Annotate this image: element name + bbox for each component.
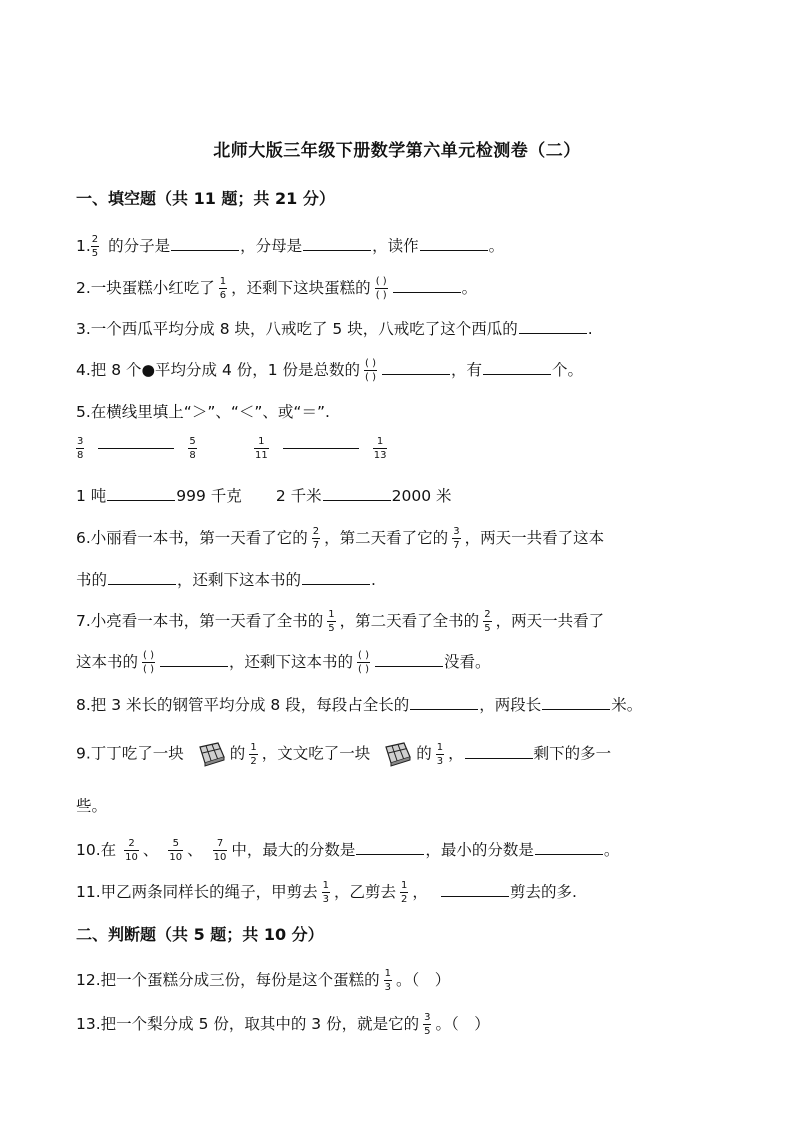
answer-blank[interactable] <box>542 694 610 710</box>
answer-blank[interactable] <box>519 318 587 334</box>
fraction: $\frac{1}{13}$ <box>373 436 387 461</box>
section-fill-blank-heading: 一、填空题（共 11 题；共 21 分） <box>76 189 335 208</box>
question-6: 6.小丽看一本书，第一天看了它的 $\frac{2}{7}$ ，第二天看了它的 $\frac{3}{7}$ ，两天一共看了这本 <box>76 526 605 551</box>
fraction: $\frac{7}{10}$ <box>213 838 227 863</box>
chocolate-bar-icon <box>196 741 226 767</box>
chocolate-bar-icon <box>382 741 412 767</box>
fraction: $\frac{2}{7}$ <box>312 526 320 551</box>
compare-row-units: 1 吨 999 千克 2 千米 2000 米 <box>76 487 452 505</box>
fraction: $\frac{1}{2}$ <box>250 741 257 767</box>
answer-blank[interactable] <box>483 359 551 375</box>
answer-blank[interactable] <box>465 743 533 759</box>
answer-blank[interactable] <box>375 651 443 667</box>
question-3: 3.一个西瓜平均分成 8 块，八戒吃了 5 块，八戒吃了这个西瓜的 . <box>76 320 593 338</box>
question-11: 11.甲乙两条同样长的绳子，甲剪去 $\frac{1}{3}$ ，乙剪去 $\frac{1}{2}$ ， 剪去的多. <box>76 880 577 905</box>
answer-blank[interactable] <box>171 235 239 251</box>
fraction: $\frac{5}{10}$ <box>169 838 183 863</box>
judge-answer-box[interactable]: 。（ ） <box>435 1015 490 1033</box>
answer-blank[interactable] <box>303 235 371 251</box>
fraction-placeholder[interactable]: $\frac{( )}{( )}$ <box>375 276 387 301</box>
compare-row-1 <box>76 436 201 461</box>
fraction: $\frac{1}{3}$ <box>322 880 330 905</box>
answer-blank[interactable] <box>535 839 603 855</box>
compare-blank[interactable] <box>283 448 359 449</box>
fraction: $\frac{1}{2}$ <box>401 880 408 905</box>
section-true-false-heading: 二、判断题（共 5 题；共 10 分） <box>76 925 324 944</box>
fraction: $\frac{3}{8}$ <box>77 436 84 461</box>
fraction: $\frac{2}{5}$ <box>91 234 99 259</box>
question-4: 4.把 8 个●平均分成 4 份，1 份是总数的 $\frac{( )}{( )}$ ，有 个。 <box>76 358 584 383</box>
question-1: 1. $\frac{2}{5}$ 的分子是 ，分母是 ，读作 。 <box>76 234 505 259</box>
fraction: $\frac{3}{5}$ <box>424 1012 431 1037</box>
fraction: $\frac{2}{10}$ <box>125 838 138 863</box>
question-9: 9.丁丁吃了一块 的 $\frac{1}{2}$ ，文文吃了一块 的 $\frac{1}{3}$ ， 剩下的多一 <box>76 741 612 767</box>
fraction: $\frac{1}{3}$ <box>384 968 392 993</box>
compare-blank[interactable] <box>323 485 391 501</box>
question-9-cont: 些。 <box>76 797 108 815</box>
fraction: $\frac{2}{5}$ <box>484 609 491 634</box>
compare-row-2 <box>250 436 391 461</box>
judge-answer-box[interactable]: 。（ ） <box>396 971 451 989</box>
page-title: 北师大版三年级下册数学第六单元检测卷（二） <box>213 141 581 161</box>
question-5: 5.在横线里填上“＞”、“＜”、或“＝”. <box>76 403 330 421</box>
question-7: 7.小亮看一本书，第一天看了全书的 $\frac{1}{5}$ ，第二天看了全书的 $\frac{2}{5}$ ，两天一共看了 <box>76 609 605 634</box>
answer-blank[interactable] <box>108 569 176 585</box>
answer-blank[interactable] <box>393 277 461 293</box>
question-12: 12.把一个蛋糕分成三份，每份是这个蛋糕的 $\frac{1}{3}$ 。（ ） <box>76 968 451 993</box>
fraction-placeholder[interactable]: $\frac{( )}{( )}$ <box>358 650 369 675</box>
compare-blank[interactable] <box>107 485 175 501</box>
fraction: $\frac{5}{8}$ <box>189 436 196 461</box>
answer-blank[interactable] <box>410 694 478 710</box>
question-13: 13.把一个梨分成 5 份，取其中的 3 份，就是它的 $\frac{3}{5}$ 。（ ） <box>76 1012 490 1037</box>
question-2: 2.一块蛋糕小红吃了 $\frac{1}{6}$ ，还剩下这块蛋糕的 $\frac{( )}{( )}$ 。 <box>76 276 478 301</box>
answer-blank[interactable] <box>420 235 488 251</box>
fraction: $\frac{1}{6}$ <box>219 276 227 301</box>
answer-blank[interactable] <box>160 651 228 667</box>
fraction: $\frac{1}{11}$ <box>255 436 268 461</box>
fraction: $\frac{1}{3}$ <box>436 741 444 767</box>
fraction-placeholder[interactable]: $\frac{( )}{( )}$ <box>143 650 154 675</box>
question-10: 10.在 $\frac{2}{10}$ 、 $\frac{5}{10}$ 、 $\frac{7}{10}$ 中，最大的分数是 ，最小的分数是 。 <box>76 838 620 863</box>
fraction: $\frac{3}{7}$ <box>453 526 460 551</box>
answer-blank[interactable] <box>441 881 509 897</box>
fraction-placeholder[interactable]: $\frac{( )}{( )}$ <box>365 358 377 383</box>
answer-blank[interactable] <box>382 359 450 375</box>
fraction: $\frac{1}{5}$ <box>328 609 335 634</box>
answer-blank[interactable] <box>302 569 370 585</box>
question-8: 8.把 3 米长的钢管平均分成 8 段，每段占全长的 ，两段长 米。 <box>76 696 643 714</box>
compare-blank[interactable] <box>98 448 174 449</box>
answer-blank[interactable] <box>356 839 424 855</box>
question-6-cont: 书的 ，还剩下这本书的 . <box>76 571 376 589</box>
question-7-cont: 这本书的 $\frac{( )}{( )}$ ，还剩下这本书的 $\frac{( )}{( )}$ 没看。 <box>76 650 491 675</box>
